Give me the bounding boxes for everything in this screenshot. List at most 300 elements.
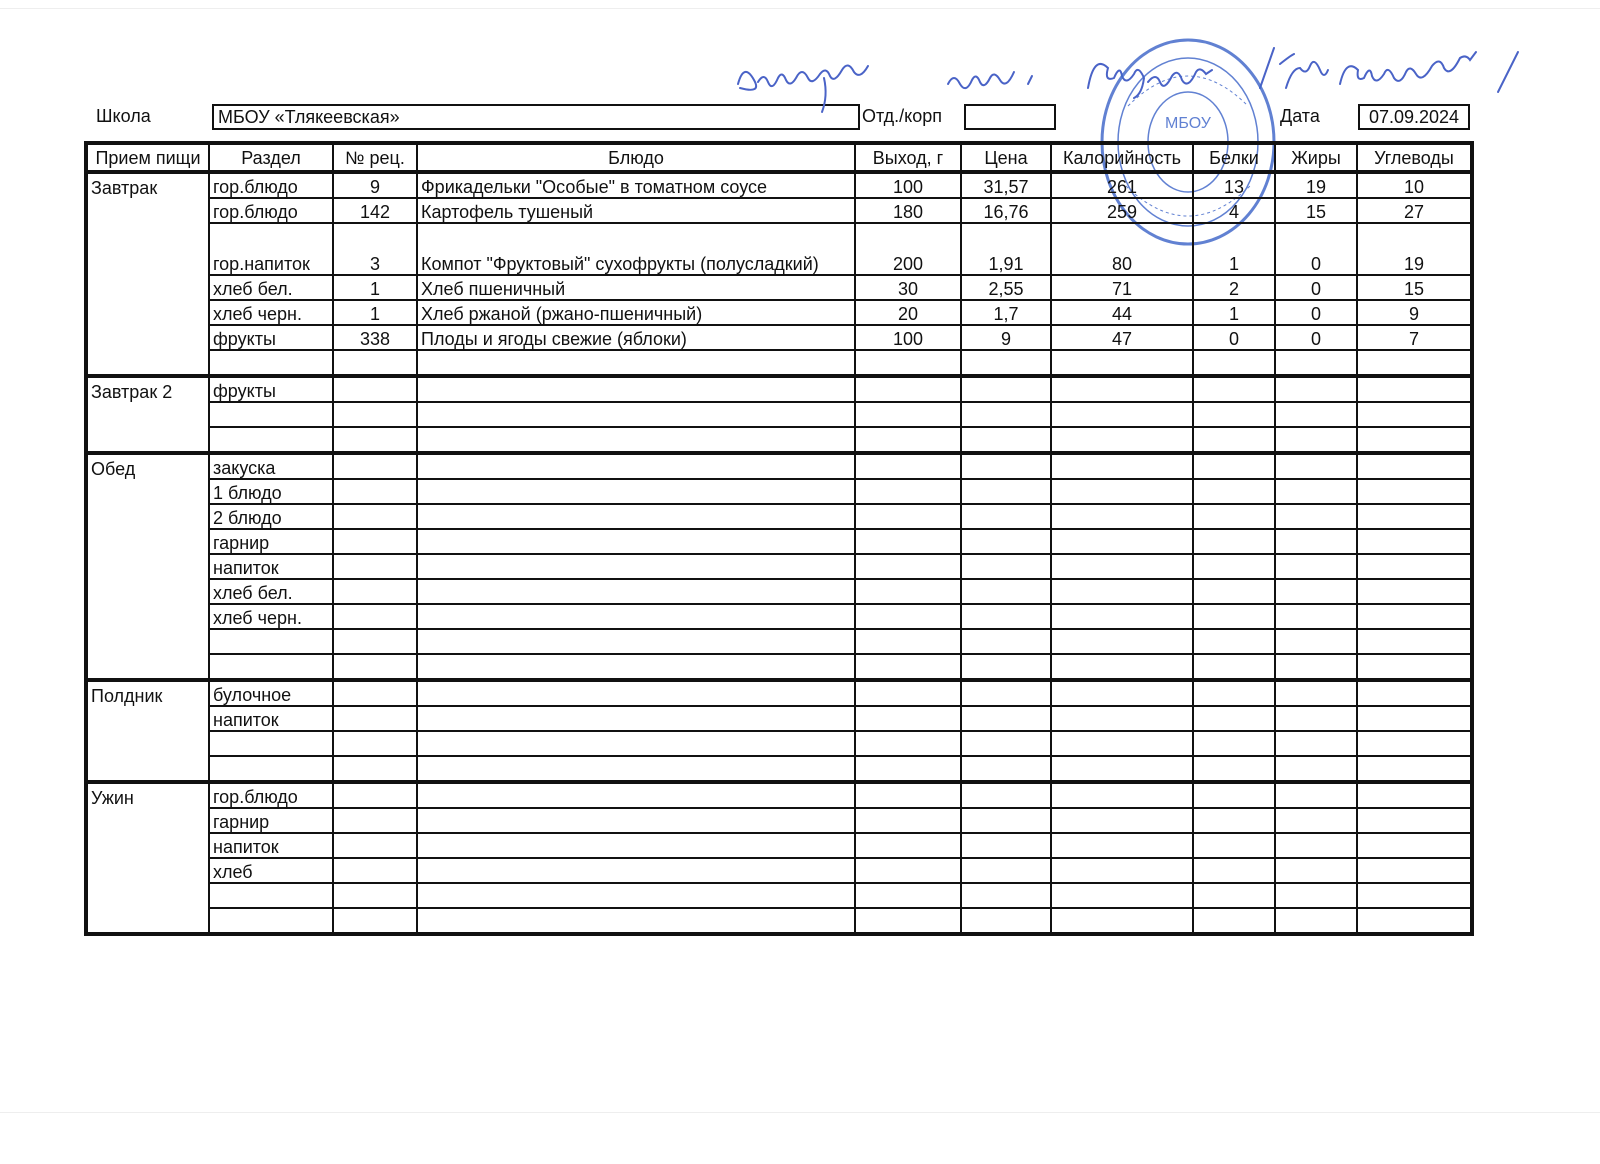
col-recipe: № рец. [333,144,417,172]
carbs-cell [1357,350,1471,376]
carbs-cell [1357,504,1471,529]
protein-cell [1193,579,1275,604]
fat-cell [1275,833,1357,858]
recipe-cell [333,453,417,479]
fat-cell [1275,402,1357,427]
school-name-field: МБОУ «Тлякеевская» [212,104,860,130]
recipe-cell [333,654,417,680]
recipe-cell [333,350,417,376]
section-cell: 2 блюдо [209,504,333,529]
yield-cell: 200 [855,223,961,275]
price-cell [961,604,1051,629]
recipe-cell [333,427,417,453]
price-cell [961,731,1051,756]
dish-cell: Компот "Фруктовый" сухофрукты (полусладкий) [417,223,855,275]
price-cell [961,376,1051,402]
protein-cell: 1 [1193,300,1275,325]
section-cell: гор.блюдо [209,198,333,223]
col-yield: Выход, г [855,144,961,172]
section-cell: напиток [209,554,333,579]
dish-cell [417,808,855,833]
yield-cell [855,731,961,756]
price-cell [961,554,1051,579]
section-cell: 1 блюдо [209,479,333,504]
price-cell: 31,57 [961,172,1051,198]
price-cell [961,833,1051,858]
protein-cell: 13 [1193,172,1275,198]
section-cell [209,756,333,782]
kcal-cell [1051,604,1193,629]
fat-cell [1275,554,1357,579]
scan-edge-top [0,8,1600,9]
section-cell: гарнир [209,808,333,833]
price-cell [961,579,1051,604]
price-cell: 2,55 [961,275,1051,300]
yield-cell: 180 [855,198,961,223]
dish-cell [417,908,855,933]
col-fat: Жиры [1275,144,1357,172]
fat-cell [1275,376,1357,402]
fat-cell [1275,479,1357,504]
dish-cell: Картофель тушеный [417,198,855,223]
menu-table [86,143,1472,934]
carbs-cell [1357,908,1471,933]
table-row [87,554,1471,579]
fat-cell [1275,504,1357,529]
recipe-cell [333,883,417,908]
fat-cell [1275,782,1357,808]
fat-cell: 0 [1275,275,1357,300]
price-cell [961,680,1051,706]
price-cell: 1,7 [961,300,1051,325]
price-cell [961,402,1051,427]
protein-cell [1193,883,1275,908]
section-cell [209,908,333,933]
dish-cell [417,402,855,427]
yield-cell: 100 [855,172,961,198]
dish-cell [417,782,855,808]
recipe-cell: 3 [333,223,417,275]
fat-cell [1275,756,1357,782]
table-row [87,756,1471,782]
protein-cell: 1 [1193,223,1275,275]
kcal-cell: 261 [1051,172,1193,198]
protein-cell [1193,402,1275,427]
carbs-cell [1357,833,1471,858]
dish-cell [417,479,855,504]
section-cell: напиток [209,833,333,858]
kcal-cell [1051,579,1193,604]
yield-cell [855,453,961,479]
fat-cell [1275,350,1357,376]
fat-cell [1275,731,1357,756]
price-cell [961,350,1051,376]
dept-label: Отд./корп [862,106,942,126]
col-price: Цена [961,144,1051,172]
protein-cell [1193,908,1275,933]
carbs-cell [1357,604,1471,629]
table-row [87,579,1471,604]
recipe-cell: 1 [333,300,417,325]
table-row [87,350,1471,376]
kcal-cell: 47 [1051,325,1193,350]
recipe-cell: 338 [333,325,417,350]
protein-cell [1193,376,1275,402]
carbs-cell [1357,680,1471,706]
col-carbs: Углеводы [1357,144,1471,172]
carbs-cell [1357,782,1471,808]
meal-name-cell: Ужин [87,782,209,933]
protein-cell: 2 [1193,275,1275,300]
fat-cell [1275,883,1357,908]
yield-cell: 20 [855,300,961,325]
price-cell: 9 [961,325,1051,350]
table-row [87,529,1471,554]
recipe-cell [333,833,417,858]
dish-cell [417,554,855,579]
recipe-cell [333,554,417,579]
table-row [87,883,1471,908]
fat-cell [1275,680,1357,706]
table-row [87,706,1471,731]
kcal-cell [1051,858,1193,883]
dish-cell: Хлеб ржаной (ржано-пшеничный) [417,300,855,325]
table-row [87,453,1471,479]
section-cell: хлеб бел. [209,275,333,300]
carbs-cell [1357,808,1471,833]
recipe-cell [333,402,417,427]
price-cell [961,504,1051,529]
recipe-cell [333,756,417,782]
recipe-cell [333,479,417,504]
kcal-cell [1051,883,1193,908]
price-cell [961,756,1051,782]
fat-cell [1275,529,1357,554]
section-cell: фрукты [209,325,333,350]
yield-cell [855,858,961,883]
date-label: Дата [1280,106,1320,126]
section-cell [209,402,333,427]
yield-cell [855,808,961,833]
protein-cell [1193,479,1275,504]
section-cell: гор.блюдо [209,172,333,198]
price-cell [961,706,1051,731]
price-cell [961,453,1051,479]
section-cell [209,427,333,453]
yield-cell [855,756,961,782]
yield-cell [855,579,961,604]
section-cell [209,883,333,908]
protein-cell [1193,427,1275,453]
kcal-cell [1051,908,1193,933]
section-cell: хлеб черн. [209,604,333,629]
price-cell [961,808,1051,833]
dish-cell [417,883,855,908]
carbs-cell: 10 [1357,172,1471,198]
carbs-cell [1357,858,1471,883]
kcal-cell [1051,833,1193,858]
fat-cell: 15 [1275,198,1357,223]
dish-cell [417,504,855,529]
yield-cell [855,654,961,680]
section-cell: гор.напиток [209,223,333,275]
price-cell [961,782,1051,808]
recipe-cell: 9 [333,172,417,198]
col-section: Раздел [209,144,333,172]
section-cell: гор.блюдо [209,782,333,808]
protein-cell [1193,833,1275,858]
carbs-cell [1357,706,1471,731]
kcal-cell: 44 [1051,300,1193,325]
kcal-cell [1051,554,1193,579]
recipe-cell [333,504,417,529]
section-cell: хлеб бел. [209,579,333,604]
kcal-cell: 71 [1051,275,1193,300]
protein-cell [1193,756,1275,782]
meal-name-cell: Обед [87,453,209,680]
fat-cell [1275,453,1357,479]
fat-cell [1275,654,1357,680]
dish-cell [417,604,855,629]
table-row [87,504,1471,529]
protein-cell [1193,629,1275,654]
recipe-cell: 1 [333,275,417,300]
fat-cell: 0 [1275,223,1357,275]
section-cell [209,350,333,376]
yield-cell [855,629,961,654]
carbs-cell [1357,529,1471,554]
fat-cell [1275,858,1357,883]
price-cell [961,908,1051,933]
yield-cell [855,833,961,858]
carbs-cell: 9 [1357,300,1471,325]
section-cell: закуска [209,453,333,479]
table-row [87,275,1471,300]
fat-cell [1275,706,1357,731]
col-dish: Блюдо [417,144,855,172]
yield-cell [855,706,961,731]
yield-cell [855,402,961,427]
dish-cell: Плоды и ягоды свежие (яблоки) [417,325,855,350]
kcal-cell: 80 [1051,223,1193,275]
kcal-cell [1051,479,1193,504]
dish-cell [417,453,855,479]
carbs-cell [1357,376,1471,402]
dish-cell [417,756,855,782]
fat-cell: 0 [1275,325,1357,350]
meal-name-cell: Завтрак 2 [87,376,209,453]
fat-cell [1275,579,1357,604]
section-cell [209,731,333,756]
carbs-cell: 7 [1357,325,1471,350]
carbs-cell [1357,731,1471,756]
carbs-cell [1357,554,1471,579]
col-kcal: Калорийность [1051,144,1193,172]
dish-cell: Хлеб пшеничный [417,275,855,300]
protein-cell [1193,680,1275,706]
fat-cell: 19 [1275,172,1357,198]
kcal-cell [1051,402,1193,427]
date-field: 07.09.2024 [1358,104,1470,130]
dish-cell [417,706,855,731]
price-cell [961,629,1051,654]
table-row [87,833,1471,858]
protein-cell [1193,731,1275,756]
carbs-cell [1357,453,1471,479]
price-cell [961,883,1051,908]
kcal-cell [1051,782,1193,808]
dish-cell [417,427,855,453]
table-row [87,782,1471,808]
section-cell: хлеб [209,858,333,883]
table-row [87,479,1471,504]
protein-cell [1193,858,1275,883]
school-label: Школа [96,106,151,126]
protein-cell: 0 [1193,325,1275,350]
kcal-cell [1051,504,1193,529]
section-cell [209,654,333,680]
table-row [87,908,1471,933]
fat-cell [1275,604,1357,629]
table-row [87,858,1471,883]
carbs-cell: 27 [1357,198,1471,223]
carbs-cell [1357,883,1471,908]
section-cell: булочное [209,680,333,706]
yield-cell: 100 [855,325,961,350]
meal-name-cell: Полдник [87,680,209,782]
yield-cell [855,680,961,706]
price-cell [961,479,1051,504]
section-cell: гарнир [209,529,333,554]
kcal-cell [1051,427,1193,453]
section-cell: напиток [209,706,333,731]
kcal-cell [1051,529,1193,554]
table-row [87,680,1471,706]
dish-cell [417,858,855,883]
section-cell [209,629,333,654]
dish-cell [417,376,855,402]
protein-cell [1193,706,1275,731]
fat-cell [1275,808,1357,833]
kcal-cell: 259 [1051,198,1193,223]
price-cell: 16,76 [961,198,1051,223]
kcal-cell [1051,453,1193,479]
table-row [87,198,1471,223]
protein-cell [1193,654,1275,680]
fat-cell [1275,908,1357,933]
protein-cell [1193,782,1275,808]
price-cell: 1,91 [961,223,1051,275]
table-row [87,300,1471,325]
yield-cell [855,782,961,808]
recipe-cell [333,731,417,756]
table-row [87,223,1471,275]
yield-cell [855,529,961,554]
recipe-cell [333,908,417,933]
carbs-cell: 19 [1357,223,1471,275]
carbs-cell [1357,579,1471,604]
recipe-cell [333,604,417,629]
recipe-cell [333,858,417,883]
price-cell [961,654,1051,680]
dish-cell [417,579,855,604]
table-row [87,808,1471,833]
kcal-cell [1051,376,1193,402]
dish-cell [417,529,855,554]
protein-cell [1193,504,1275,529]
carbs-cell [1357,402,1471,427]
protein-cell [1193,554,1275,579]
protein-cell: 4 [1193,198,1275,223]
fat-cell [1275,427,1357,453]
dish-cell [417,680,855,706]
carbs-cell [1357,756,1471,782]
yield-cell [855,504,961,529]
dish-cell [417,833,855,858]
kcal-cell [1051,731,1193,756]
table-row [87,325,1471,350]
recipe-cell: 142 [333,198,417,223]
kcal-cell [1051,706,1193,731]
yield-cell [855,908,961,933]
section-cell: фрукты [209,376,333,402]
fat-cell [1275,629,1357,654]
stamp-org-text: МБОУ [1165,115,1211,132]
recipe-cell [333,808,417,833]
col-meal: Прием пищи [87,144,209,172]
scan-edge-bottom [0,1112,1600,1113]
recipe-cell [333,680,417,706]
table-row [87,402,1471,427]
table-row [87,376,1471,402]
dish-cell [417,629,855,654]
recipe-cell [333,706,417,731]
protein-cell [1193,808,1275,833]
recipe-cell [333,376,417,402]
yield-cell [855,350,961,376]
recipe-cell [333,629,417,654]
table-header-row [87,144,1471,172]
yield-cell [855,479,961,504]
carbs-cell [1357,479,1471,504]
protein-cell [1193,529,1275,554]
kcal-cell [1051,629,1193,654]
recipe-cell [333,782,417,808]
table-row [87,604,1471,629]
table-row [87,629,1471,654]
dish-cell [417,731,855,756]
protein-cell [1193,350,1275,376]
kcal-cell [1051,350,1193,376]
carbs-cell [1357,427,1471,453]
price-cell [961,529,1051,554]
price-cell [961,427,1051,453]
col-protein: Белки [1193,144,1275,172]
carbs-cell [1357,629,1471,654]
menu-body [87,172,1471,933]
yield-cell: 30 [855,275,961,300]
fat-cell: 0 [1275,300,1357,325]
carbs-cell: 15 [1357,275,1471,300]
carbs-cell [1357,654,1471,680]
dish-cell: Фрикадельки "Особые" в томатном соусе [417,172,855,198]
table-row [87,731,1471,756]
yield-cell [855,376,961,402]
kcal-cell [1051,654,1193,680]
kcal-cell [1051,808,1193,833]
yield-cell [855,554,961,579]
meal-name-cell: Завтрак [87,172,209,376]
